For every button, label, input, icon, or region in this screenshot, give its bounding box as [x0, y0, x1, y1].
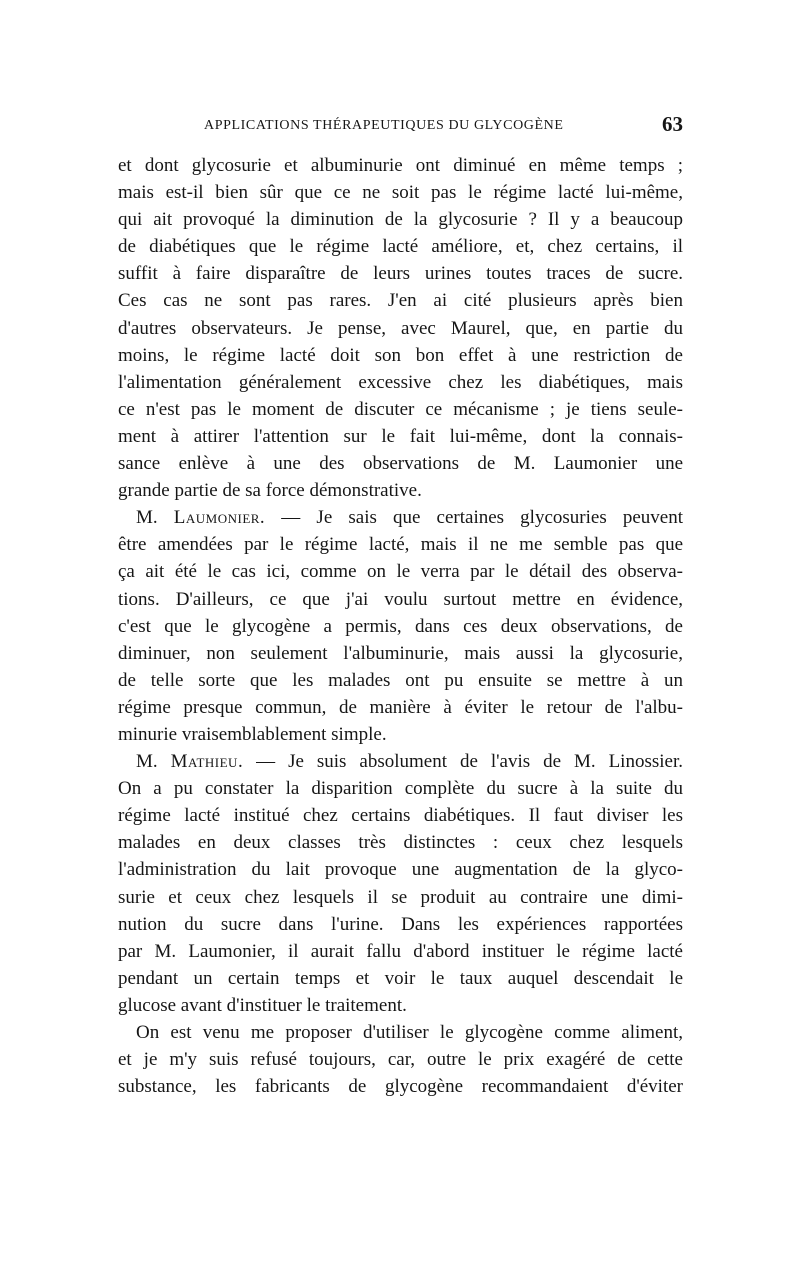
paragraph-linossier-continuation	[118, 152, 683, 504]
running-header	[118, 112, 683, 142]
speaker-prefix: M.	[136, 507, 174, 529]
paragraph-mathieu	[118, 748, 683, 1019]
text-line: nution du sucre dans l'urine. Dans les expériences rapportées	[118, 913, 683, 935]
text-line-first: On est venu me proposer d'utiliser le glycogène comme aliment,	[136, 1022, 683, 1043]
speaker-name: Mathieu.	[170, 751, 244, 773]
text-line: diminuer, non seulement l'albuminurie, mais aussi la glycosurie,	[118, 642, 683, 664]
text-line: malades en deux classes très distinctes : ceux chez lesquels	[118, 832, 683, 854]
text-line: ça ait été le cas ici, comme on le verra par le détail des observa-	[118, 561, 683, 583]
text-line: être amendées par le régime lacté, mais il ne me semble pas que	[118, 534, 683, 556]
running-title: APPLICATIONS THÉRAPEUTIQUES DU GLYCOGÈNE	[204, 118, 564, 133]
text-line: l'alimentation généralement excessive chez les diabétiques, mais	[118, 371, 683, 393]
text-line: par M. Laumonier, il aurait fallu d'abord instituer le régime lacté	[118, 940, 683, 962]
text-line: régime presque commun, de manière à éviter le retour de l'albu-	[118, 696, 683, 718]
text-line: qui ait provoqué la diminution de la glycosurie ? Il y a beaucoup	[118, 209, 683, 231]
text-line: suffit à faire disparaître de leurs urines toutes traces de sucre.	[118, 263, 683, 285]
text-line: et je m'y suis refusé toujours, car, outre le prix exagéré de cette	[118, 1049, 683, 1071]
first-line-rest: — Je sais que certaines glycosuries peuvent	[265, 507, 683, 529]
text-line: ce n'est pas le moment de discuter ce mécanisme ; je tiens seule-	[118, 398, 683, 420]
text-line: pendant un certain temps et voir le taux auquel descendait le	[118, 967, 683, 989]
text-line: régime lacté institué chez certains diabétiques. Il faut diviser les	[118, 805, 683, 827]
speaker-prefix: M.	[136, 751, 171, 773]
text-line-first	[118, 748, 683, 775]
paragraph-laumonier	[118, 504, 683, 748]
paragraph-glycogene-aliment	[118, 1019, 683, 1100]
text-line: minurie vraisemblablement simple.	[118, 723, 387, 745]
text-line: surie et ceux chez lesquels il se produit au contraire une dimi-	[118, 886, 683, 908]
text-line: sance enlève à une des observations de M. Laumonier une	[118, 453, 683, 475]
text-line: Ces cas ne sont pas rares. J'en ai cité plusieurs après bien	[118, 290, 683, 312]
text-line: l'administration du lait provoque une augmentation de la glyco-	[118, 859, 683, 881]
speaker-name: Laumonier.	[173, 507, 266, 529]
text-line: substance, les fabricants de glycogène recommandaient d'éviter	[118, 1076, 683, 1098]
text-line: mais est-il bien sûr que ce ne soit pas le régime lacté lui-même,	[118, 182, 683, 204]
text-line-first	[118, 504, 683, 531]
text-line: d'autres observateurs. Je pense, avec Maurel, que, en partie du	[118, 317, 683, 339]
text-line: grande partie de sa force démonstrative.	[118, 480, 422, 502]
text-line: tions. D'ailleurs, ce que j'ai voulu surtout mettre en évidence,	[118, 588, 683, 610]
text-line: On a pu constater la disparition complète du sucre à la suite du	[118, 778, 683, 800]
text-line: de telle sorte que les malades ont pu ensuite se mettre à un	[118, 669, 683, 691]
book-page	[118, 112, 683, 1100]
text-line: glucose avant d'instituer le traitement.	[118, 994, 407, 1016]
text-line: et dont glycosurie et albuminurie ont diminué en même temps ;	[118, 155, 683, 176]
body-text	[118, 152, 683, 1100]
page-number: 63	[662, 112, 683, 136]
text-line: ment à attirer l'attention sur le fait lui-même, dont la connais-	[118, 425, 683, 447]
text-line: moins, le régime lacté doit son bon effet à une restriction de	[118, 344, 683, 366]
text-line: c'est que le glycogène a permis, dans ces deux observations, de	[118, 615, 683, 637]
first-line-rest: — Je suis absolument de l'avis de M. Linossier.	[243, 751, 683, 773]
text-line: de diabétiques que le régime lacté améliore, et, chez certains, il	[118, 236, 683, 258]
